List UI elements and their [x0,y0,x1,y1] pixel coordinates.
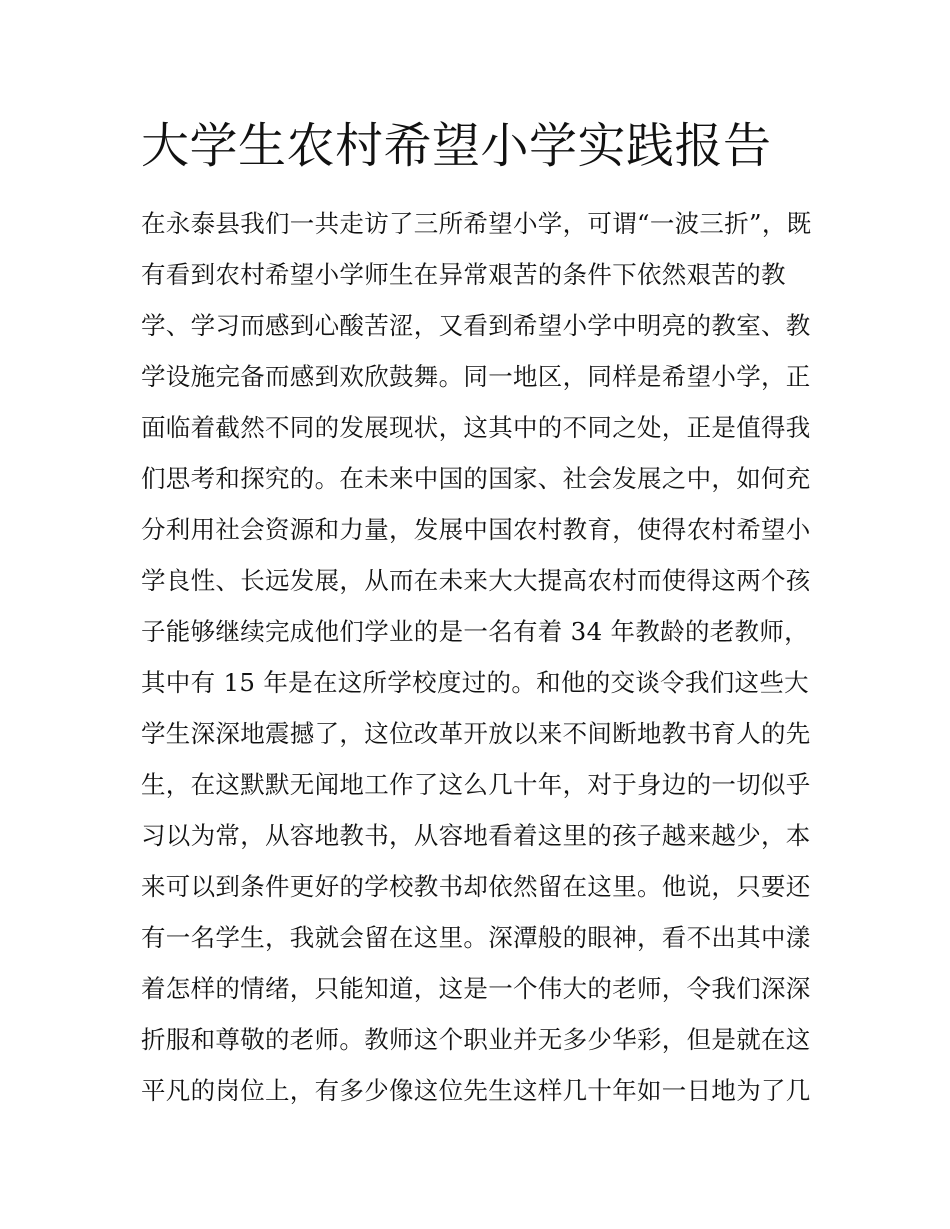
body-line: 平凡的岗位上，有多少像这位先生这样几十年如一日地为了几 [141,1076,811,1105]
body-line: 习以为常，从容地教书，从容地看着这里的孩子越来越少，本 [141,821,811,850]
body-line: 有看到农村希望小学师生在异常艰苦的条件下依然艰苦的教 [141,260,786,289]
document-title: 大学生农村希望小学实践报告 [141,118,772,174]
body-line: 其中有 15 年是在这所学校度过的。和他的交谈令我们这些大 [141,668,809,697]
body-line: 在永泰县我们一共走访了三所希望小学，可谓“一波三折”，既 [141,209,812,238]
body-line: 学良性、长远发展，从而在未来大大提高农村而使得这两个孩 [141,566,811,595]
body-line: 们思考和探究的。在未来中国的国家、社会发展之中，如何充 [141,464,811,493]
body-line: 子能够继续完成他们学业的是一名有着 34 年教龄的老教师， [141,617,809,646]
body-line: 学、学习而感到心酸苦涩，又看到希望小学中明亮的教室、教 [141,311,811,340]
body-line: 分利用社会资源和力量，发展中国农村教育，使得农村希望小 [141,515,811,544]
body-line: 有一名学生，我就会留在这里。深潭般的眼神，看不出其中漾 [141,923,811,952]
body-line: 学生深深地震撼了，这位改革开放以来不间断地教书育人的先 [141,719,811,748]
body-line: 着怎样的情绪，只能知道，这是一个伟大的老师，令我们深深 [141,974,811,1003]
body-line: 生，在这默默无闻地工作了这么几十年，对于身边的一切似乎 [141,770,811,799]
body-line: 学设施完备而感到欢欣鼓舞。同一地区，同样是希望小学，正 [141,362,811,391]
body-line: 来可以到条件更好的学校教书却依然留在这里。他说，只要还 [141,872,811,901]
body-line: 面临着截然不同的发展现状，这其中的不同之处，正是值得我 [141,413,811,442]
body-line: 折服和尊敬的老师。教师这个职业并无多少华彩，但是就在这 [141,1025,811,1054]
